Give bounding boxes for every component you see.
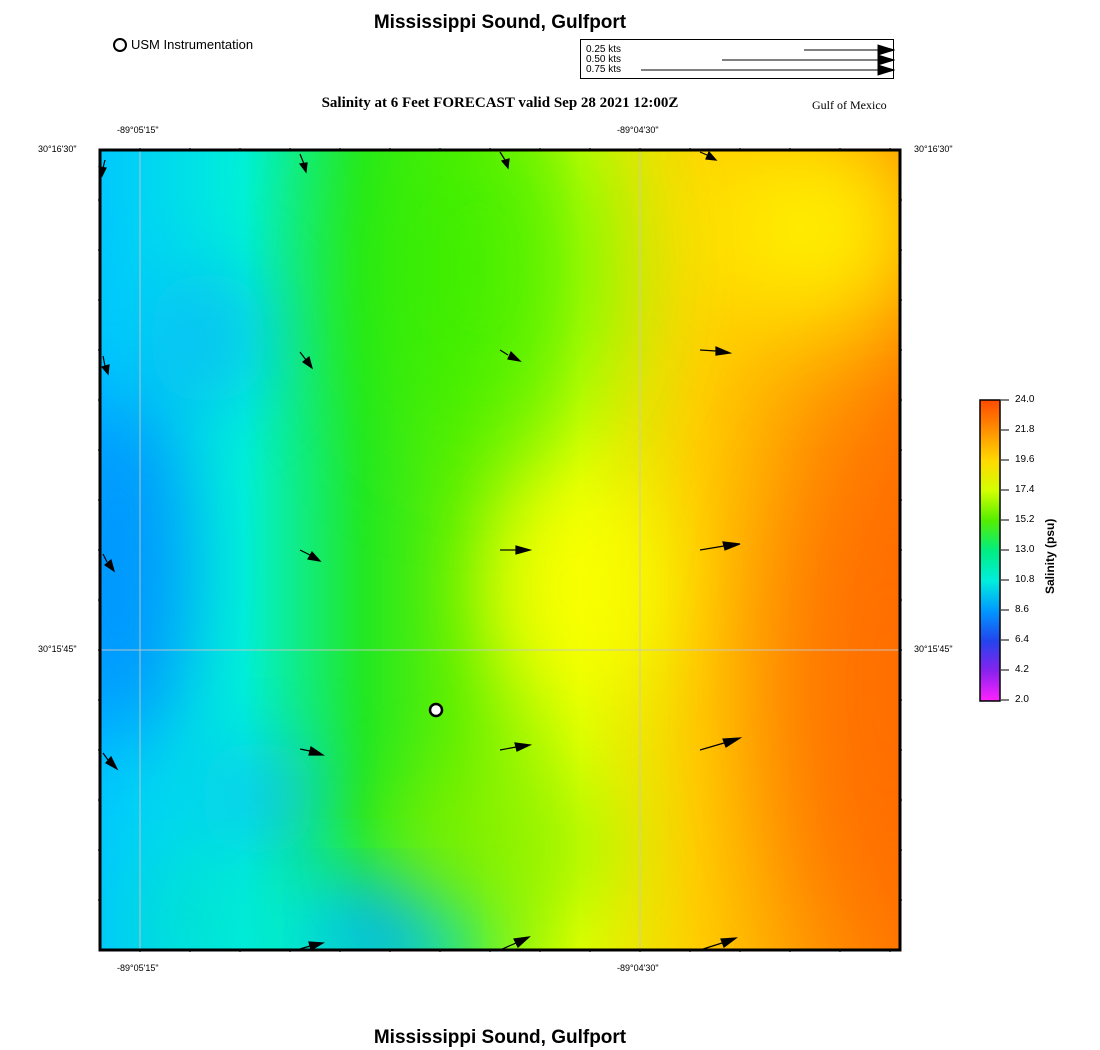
colorbar-tick: 2.0	[1015, 694, 1029, 705]
salinity-colorbar	[979, 399, 1001, 702]
colorbar-tick: 15.2	[1015, 514, 1035, 525]
lon-label-bottom-right: -89°04'30"	[617, 963, 659, 973]
colorbar-tick: 24.0	[1015, 394, 1035, 405]
colorbar-tick: 19.6	[1015, 454, 1035, 465]
colorbar-tick: 21.8	[1015, 424, 1035, 435]
lat-label-right-top: 30°16'30"	[914, 144, 953, 154]
lon-label-bottom-left: -89°05'15"	[117, 963, 159, 973]
colorbar-ticks	[1001, 399, 1011, 702]
colorbar-tick: 6.4	[1015, 634, 1029, 645]
usm-station-marker[interactable]	[430, 704, 442, 716]
map-title: Mississippi Sound, Gulfport	[373, 12, 627, 33]
vector-scale-arrows	[581, 40, 895, 80]
colorbar-tick: 13.0	[1015, 544, 1035, 555]
colorbar-tick: 8.6	[1015, 604, 1029, 615]
vector-scale-label-2: 0.50 kts	[586, 54, 622, 65]
lon-label-top-right: -89°04'30"	[617, 125, 659, 135]
instrumentation-legend	[113, 37, 253, 52]
lat-label-left-mid: 30°15'45"	[38, 644, 77, 654]
colorbar-tick: 10.8	[1015, 574, 1035, 585]
footer-title: Mississippi Sound, Gulfport	[373, 1027, 627, 1048]
forecast-subtitle: Salinity at 6 Feet FORECAST valid Sep 28 2021 12:00Z	[321, 95, 679, 111]
vector-scale-legend	[580, 39, 894, 79]
vector-scale-label-3: 0.75 kts	[586, 64, 622, 75]
lat-label-right-mid: 30°15'45"	[914, 644, 953, 654]
lon-label-top-left: -89°05'15"	[117, 125, 159, 135]
station-marker-icon	[113, 38, 127, 52]
colorbar-label: Salinity (psu)	[1043, 518, 1057, 594]
colorbar-gradient	[979, 399, 1001, 702]
colorbar-tick: 4.2	[1015, 664, 1029, 675]
salinity-map[interactable]	[98, 148, 902, 952]
instrumentation-legend-label: USM Instrumentation	[131, 37, 254, 52]
region-label: Gulf of Mexico	[812, 98, 887, 112]
lat-label-left-top: 30°16'30"	[38, 144, 77, 154]
colorbar-tick: 17.4	[1015, 484, 1035, 495]
vector-scale-label-1: 0.25 kts	[586, 44, 622, 55]
